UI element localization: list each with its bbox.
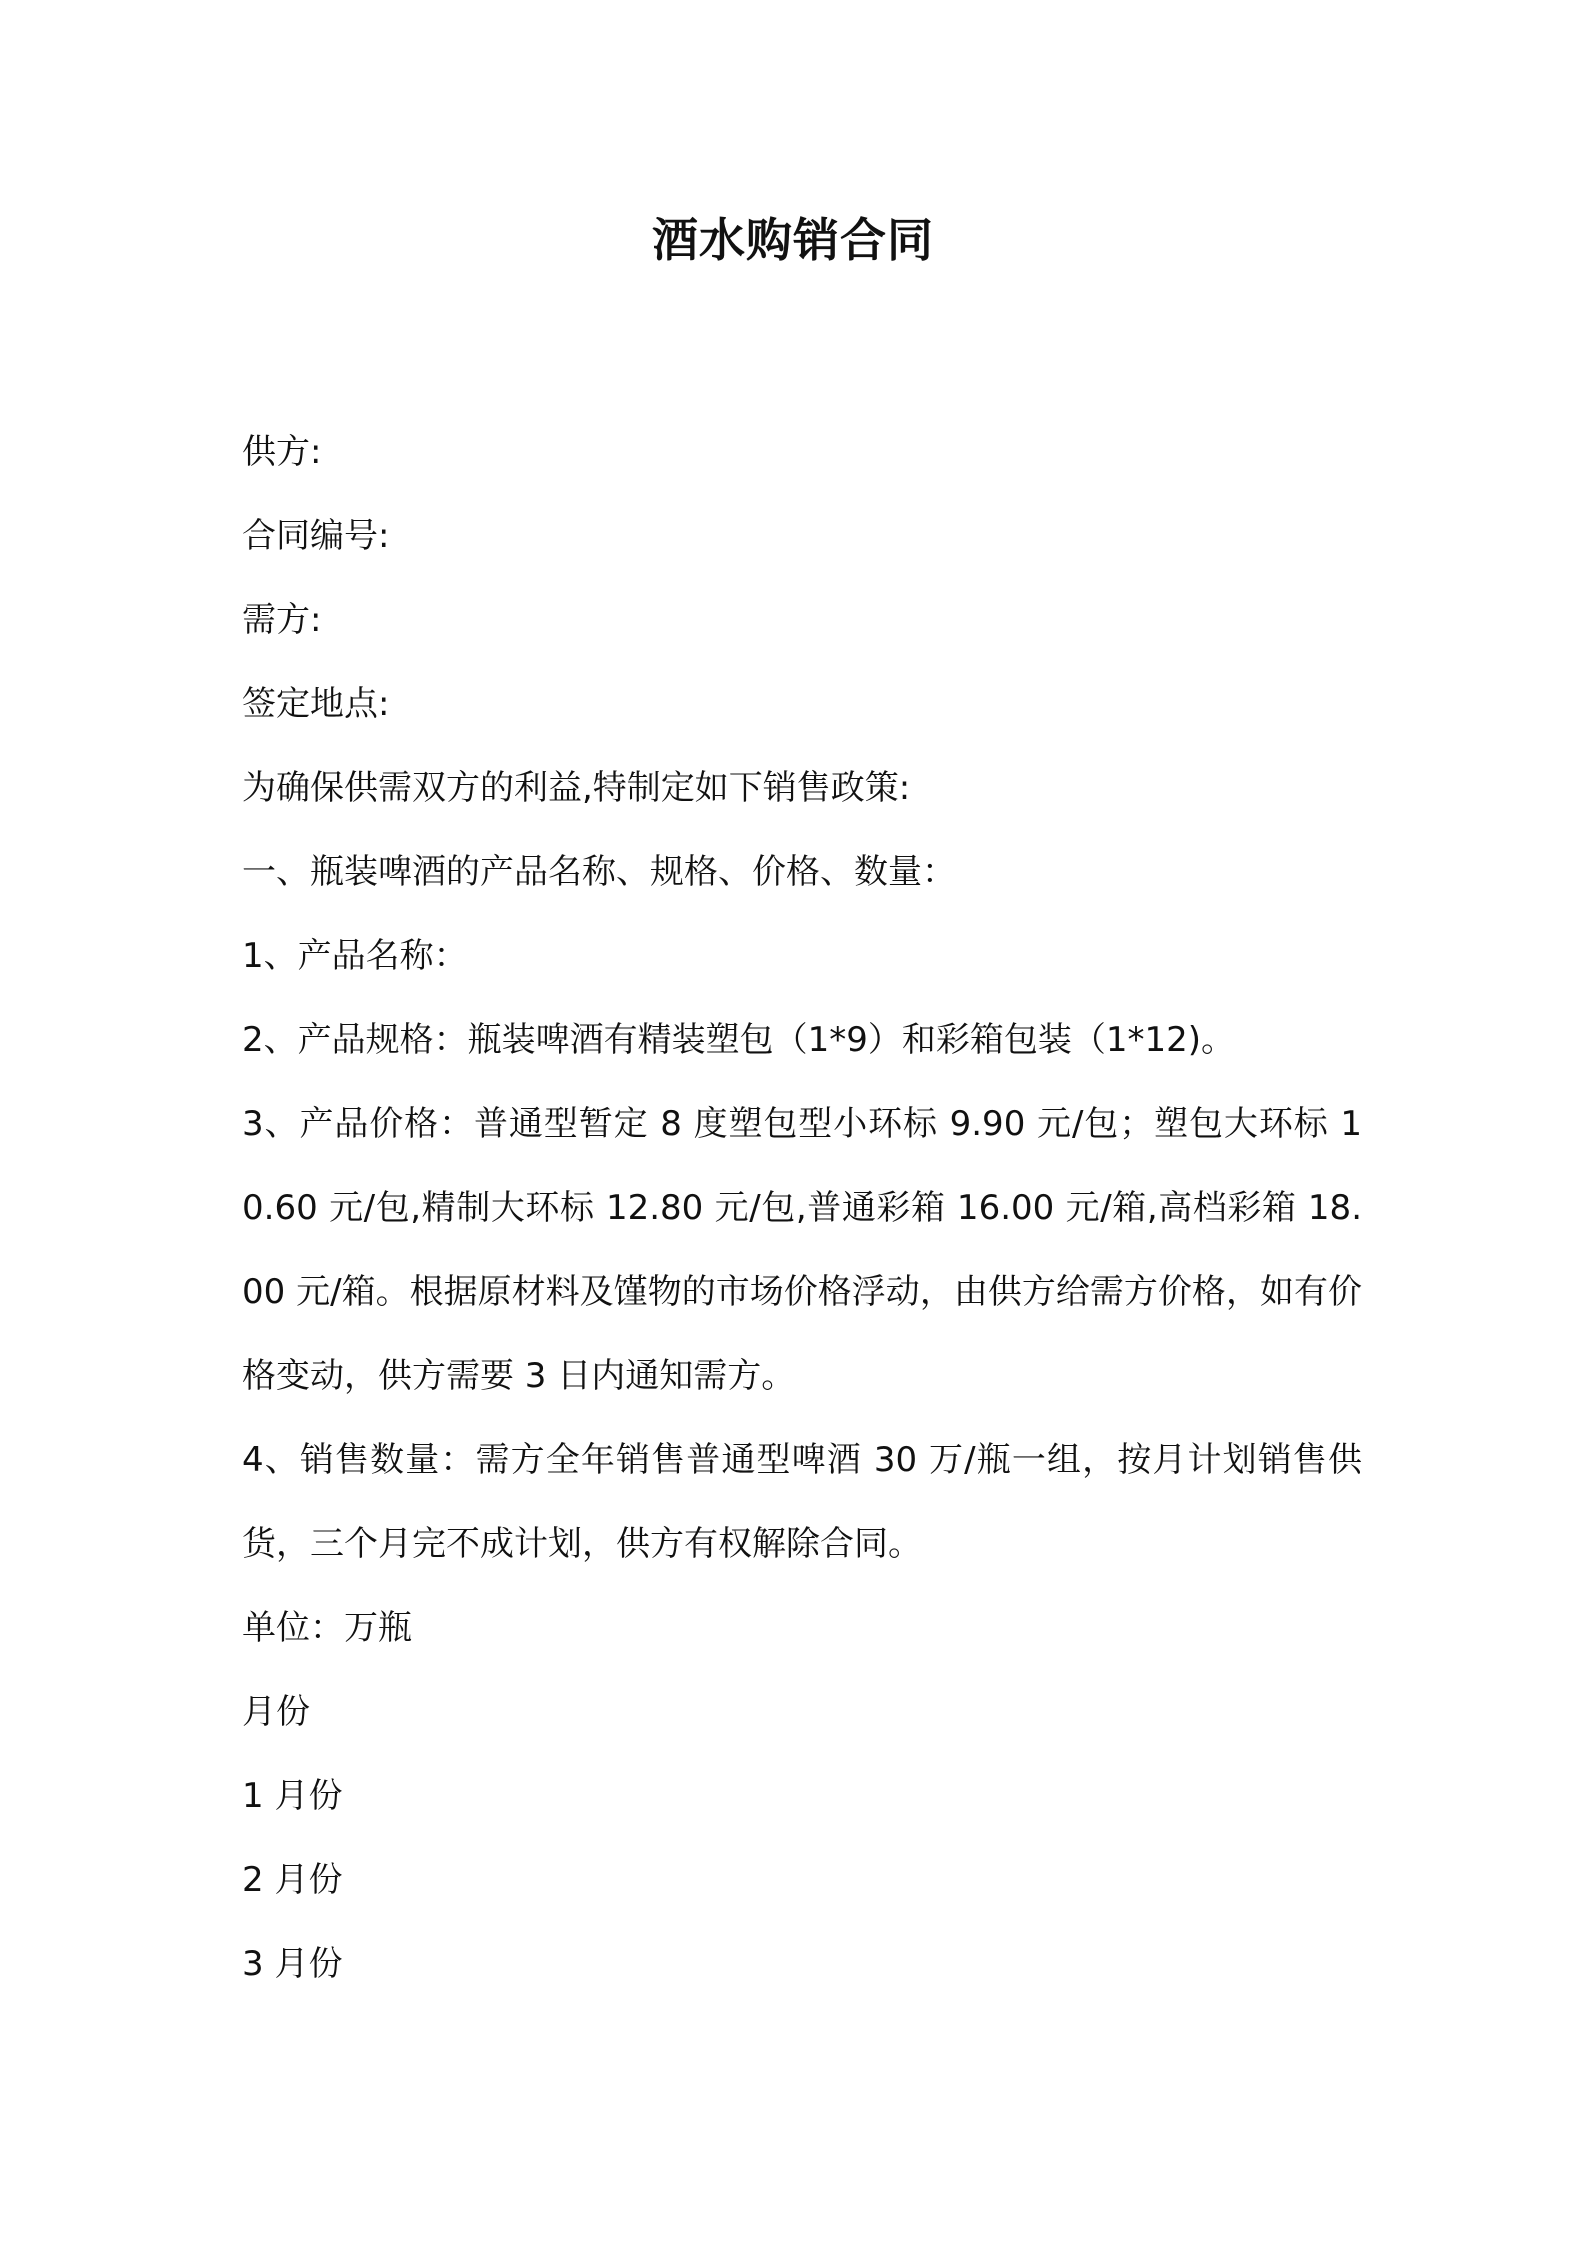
- product-spec-line: 2、产品规格：瓶装啤酒有精装塑包（1*9）和彩箱包装（1*12)。: [242, 1020, 1236, 1060]
- month-row: 2 月份: [242, 1860, 343, 1900]
- product-price-paragraph: 3、产品价格：普通型暂定 8 度塑包型小环标 9.90 元/包；塑包大环标 10.60 元/包,精制大环标 12.80 元/包,普通彩箱 16.00 元/箱,高档彩箱 18.00 元/箱。根据原材料及馑物的市场价格浮动，由供方给需方价格，如有价格变动，供方需要 3 日内通知需方。: [242, 1104, 1362, 1396]
- signing-place-line: 签定地点:: [242, 684, 390, 724]
- document-title: 酒水购销合同: [652, 213, 934, 267]
- month-header: 月份: [242, 1692, 310, 1732]
- supplier-line: 供方:: [242, 432, 322, 472]
- sales-quantity-paragraph: 4、销售数量：需方全年销售普通型啤酒 30 万/瓶一组，按月计划销售供货，三个月完不成计划，供方有权解除合同。: [242, 1440, 1362, 1564]
- buyer-line: 需方:: [242, 600, 322, 640]
- policy-intro-line: 为确保供需双方的利益,特制定如下销售政策:: [242, 768, 911, 808]
- unit-line: 单位：万瓶: [242, 1608, 412, 1648]
- document-body: [242, 410, 1362, 2006]
- month-row: 1 月份: [242, 1776, 343, 1816]
- contract-number-line: 合同编号:: [242, 516, 390, 556]
- product-name-line: 1、产品名称：: [242, 936, 468, 976]
- month-row: 3 月份: [242, 1944, 343, 1984]
- section-1-heading: 一、瓶装啤酒的产品名称、规格、价格、数量：: [242, 852, 956, 892]
